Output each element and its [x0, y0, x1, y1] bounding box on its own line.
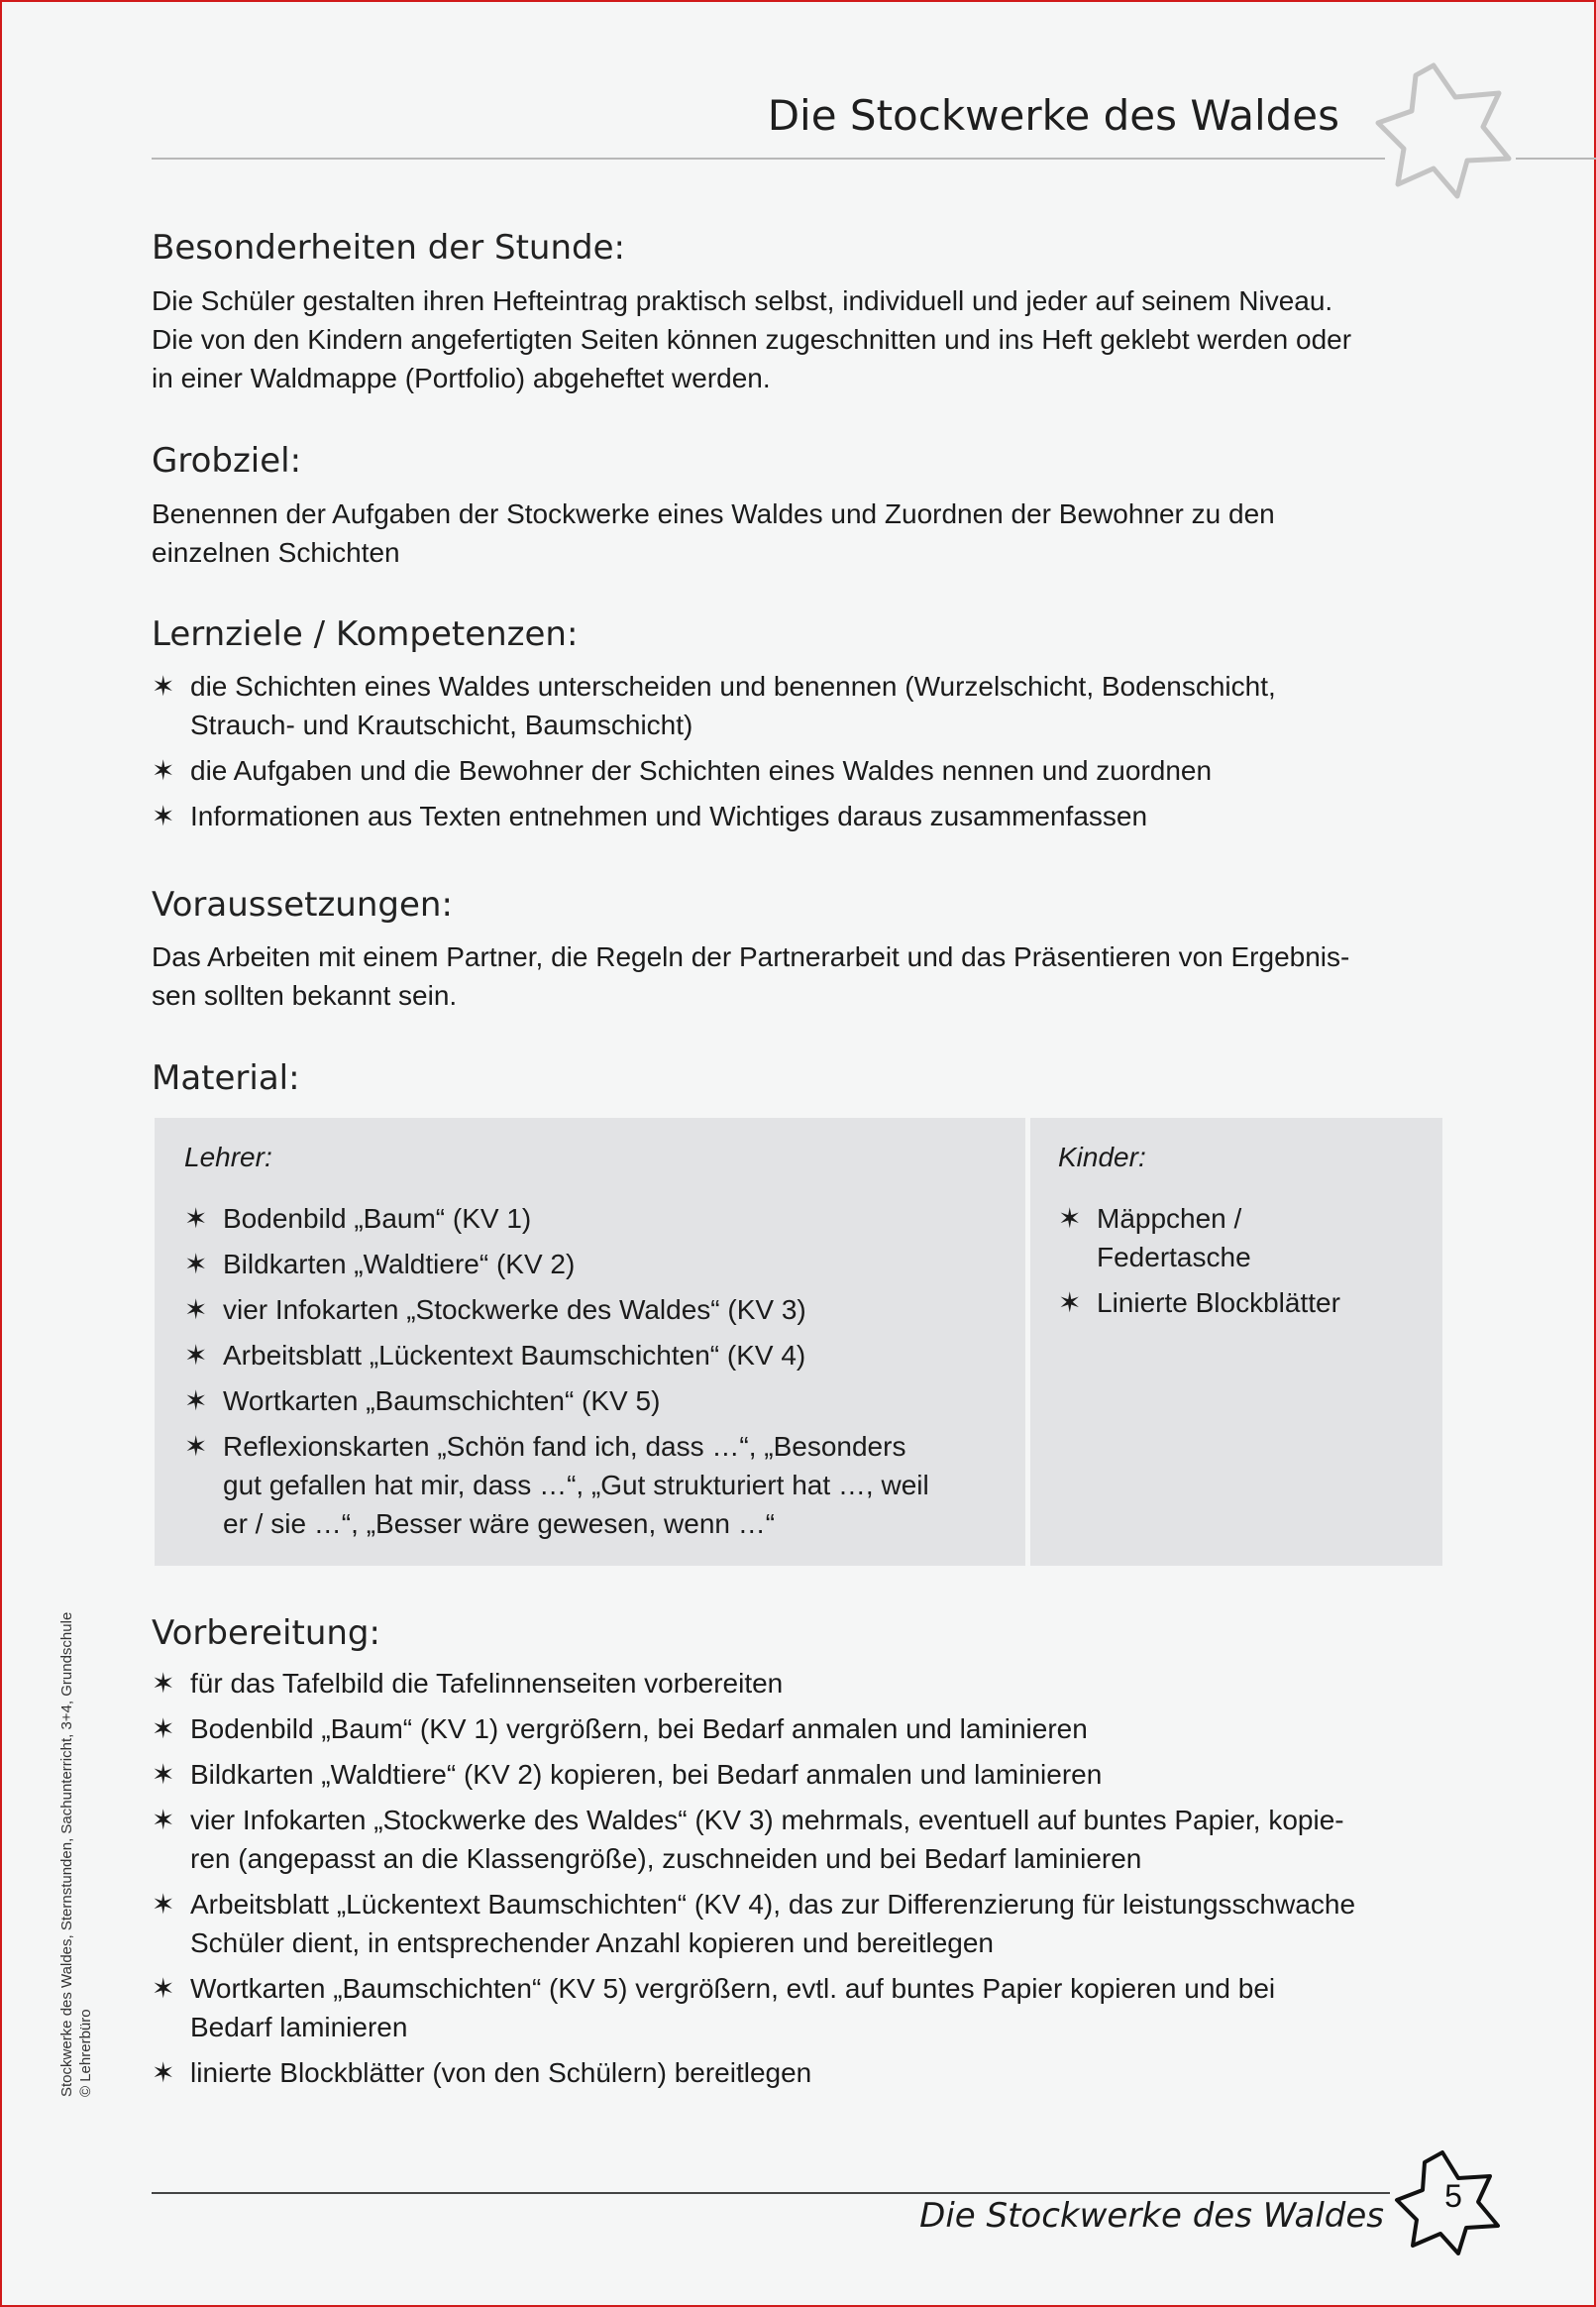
- lernziele-list: [152, 667, 1276, 842]
- list-item: [152, 667, 1276, 744]
- item-line: Schüler dient, in entsprechender Anzahl kopieren und bereitlegen: [190, 1927, 995, 1958]
- item-line: ✶ Linierte Blockblätter: [1097, 1287, 1340, 1318]
- footer-rule: [152, 2192, 1390, 2194]
- item-line: ✶ Bildkarten „Waldtiere“ (KV 2): [223, 1249, 576, 1279]
- item-line: ren (angepasst an die Klassengröße), zuschneiden und bei Bedarf laminieren: [190, 1843, 1142, 1874]
- list-item: [152, 751, 1276, 790]
- item-line: ✶ Mäppchen /: [1097, 1203, 1242, 1234]
- list-item: [152, 1885, 1459, 1962]
- list-item: [152, 797, 1276, 835]
- teacher-material-list: [184, 1199, 929, 1550]
- list-item: [184, 1336, 929, 1374]
- list-item: [184, 1245, 929, 1283]
- item-line: Bedarf laminieren: [190, 2012, 408, 2042]
- teacher-label: Lehrer:: [184, 1142, 272, 1172]
- credit-line: © Lehrerbüro: [77, 2009, 94, 2097]
- material-teacher-panel: [155, 1118, 1025, 1566]
- heading-lernziele: Lernziele / Kompetenzen:: [152, 614, 579, 654]
- item-line: ✶ Wortkarten „Baumschichten“ (KV 5): [223, 1385, 661, 1416]
- item-line: ✶ linierte Blockblätter (von den Schülern) bereitlegen: [190, 2057, 812, 2088]
- heading-voraussetzungen: Voraussetzungen:: [152, 885, 453, 925]
- item-line: ✶ Wortkarten „Baumschichten“ (KV 5) vergrößern, evtl. auf buntes Papier kopieren und bei: [190, 1973, 1276, 2004]
- star-outline-icon: [1372, 57, 1517, 202]
- item-line: ✶ Informationen aus Texten entnehmen und Wichtiges daraus zusammenfassen: [190, 801, 1148, 831]
- list-item: [184, 1290, 929, 1329]
- item-line: gut gefallen hat mir, dass …“, „Gut strukturiert hat …, weil: [223, 1470, 929, 1500]
- material-children-panel: [1030, 1118, 1442, 1566]
- heading-material: Material:: [152, 1058, 300, 1098]
- list-item: [184, 1427, 929, 1543]
- children-label: Kinder:: [1058, 1142, 1146, 1172]
- text-line: Die von den Kindern angefertigten Seiten können zugeschnitten und ins Heft geklebt werden oder: [152, 324, 1352, 355]
- header-rule: [152, 158, 1385, 160]
- list-item: [184, 1199, 929, 1238]
- grobziel-text: [152, 494, 1449, 572]
- besonderheiten-text: [152, 281, 1449, 397]
- item-line: ✶ die Aufgaben und die Bewohner der Schichten eines Waldes nennen und zuordnen: [190, 755, 1213, 786]
- text-line: in einer Waldmappe (Portfolio) abgeheftet werden.: [152, 363, 771, 393]
- list-item: [152, 1969, 1459, 2046]
- item-line: ✶ Bodenbild „Baum“ (KV 1) vergrößern, bei Bedarf anmalen und laminieren: [190, 1713, 1088, 1744]
- text-line: einzelnen Schichten: [152, 537, 400, 568]
- credit-line: Stockwerke des Waldes, Sternstunden, Sachunterricht, 3+4, Grundschule: [58, 1611, 75, 2097]
- item-line: ✶ Reflexionskarten „Schön fand ich, dass …“, „Besonders: [223, 1431, 906, 1462]
- voraussetzungen-text: [152, 937, 1449, 1015]
- item-line: Strauch- und Krautschicht, Baumschicht): [190, 710, 693, 740]
- list-item: [1058, 1283, 1340, 1322]
- footer-title: Die Stockwerke des Waldes: [919, 2196, 1384, 2236]
- heading-vorbereitung: Vorbereitung:: [152, 1613, 380, 1653]
- page-title: Die Stockwerke des Waldes: [767, 91, 1339, 140]
- text-line: sen sollten bekannt sein.: [152, 980, 458, 1011]
- item-line: Federtasche: [1097, 1242, 1251, 1272]
- item-line: ✶ Arbeitsblatt „Lückentext Baumschichten“ (KV 4): [223, 1340, 806, 1371]
- list-item: [152, 2053, 1459, 2092]
- list-item: [184, 1381, 929, 1420]
- vorbereitung-list: [152, 1664, 1459, 2099]
- item-line: ✶ für das Tafelbild die Tafelinnenseiten vorbereiten: [190, 1668, 784, 1699]
- heading-besonderheiten: Besonderheiten der Stunde:: [152, 228, 625, 268]
- children-material-list: [1058, 1199, 1340, 1329]
- header-rule-right: [1516, 158, 1596, 160]
- list-item: [152, 1664, 1459, 1703]
- item-line: ✶ Bodenbild „Baum“ (KV 1): [223, 1203, 532, 1234]
- item-line: ✶ Arbeitsblatt „Lückentext Baumschichten“ (KV 4), das zur Differenzierung für leistungsschwache: [190, 1889, 1356, 1920]
- page-number: 5: [1444, 2178, 1462, 2214]
- item-line: ✶ Bildkarten „Waldtiere“ (KV 2) kopieren, bei Bedarf anmalen und laminieren: [190, 1759, 1103, 1790]
- item-line: ✶ die Schichten eines Waldes unterscheiden und benennen (Wurzelschicht, Bodenschicht,: [190, 671, 1276, 702]
- list-item: [152, 1801, 1459, 1878]
- item-line: er / sie …“, „Besser wäre gewesen, wenn …“: [223, 1508, 776, 1539]
- item-line: ✶ vier Infokarten „Stockwerke des Waldes“ (KV 3) mehrmals, eventuell auf buntes Papier, kopie-: [190, 1805, 1344, 1835]
- list-item: [152, 1709, 1459, 1748]
- text-line: Das Arbeiten mit einem Partner, die Regeln der Partnerarbeit und das Präsentieren von Ergebnis-: [152, 941, 1350, 972]
- list-item: [152, 1755, 1459, 1794]
- item-line: ✶ vier Infokarten „Stockwerke des Waldes“ (KV 3): [223, 1294, 806, 1325]
- text-line: Die Schüler gestalten ihren Hefteintrag praktisch selbst, individuell und jeder auf seinem Niveau.: [152, 285, 1333, 316]
- vertical-credit: [57, 1502, 95, 2097]
- text-line: Benennen der Aufgaben der Stockwerke eines Waldes und Zuordnen der Bewohner zu den: [152, 498, 1275, 529]
- list-item: [1058, 1199, 1340, 1276]
- heading-grobziel: Grobziel:: [152, 441, 302, 481]
